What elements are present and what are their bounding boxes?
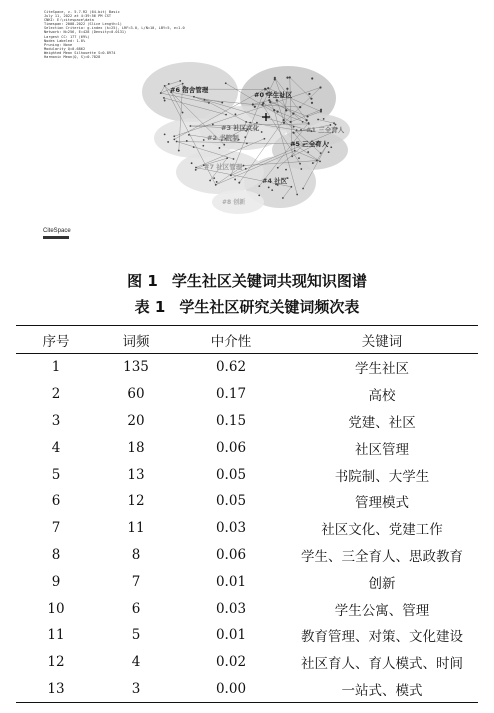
network-node [302, 121, 304, 123]
network-node [258, 185, 260, 187]
cell-index: 6 [51, 493, 61, 510]
network-node [202, 145, 204, 147]
network-node [294, 150, 296, 152]
network-node [282, 197, 284, 199]
network-node [283, 119, 285, 121]
network-node [300, 129, 302, 131]
network-node [204, 99, 206, 101]
network-node [193, 146, 195, 148]
cell-frequency: 3 [96, 676, 176, 703]
table-row [16, 622, 478, 649]
table-number: 表 1 [134, 298, 166, 316]
network-node [298, 157, 300, 159]
cluster-label: #2 书院制 [207, 134, 239, 142]
table-row [16, 676, 478, 703]
network-node [245, 121, 247, 123]
cell-keywords: 高校 [368, 388, 396, 405]
cell-index: 8 [51, 546, 61, 563]
network-node [258, 194, 260, 196]
cell-keywords: 创新 [368, 575, 396, 592]
cell-index: 12 [47, 654, 65, 671]
cell-centrality: 0.01 [215, 627, 247, 644]
network-node [311, 77, 313, 79]
network-node [215, 184, 217, 186]
network-node [319, 86, 321, 88]
table-caption [0, 296, 494, 317]
network-node [277, 167, 279, 169]
network-node [271, 189, 273, 191]
network-node [274, 77, 276, 79]
table-title: 学生社区研究关键词频次表 [179, 298, 360, 316]
table-row [16, 381, 478, 408]
keyword-frequency-table [16, 325, 478, 703]
network-node [188, 134, 190, 136]
cell-centrality: 0.05 [215, 493, 247, 510]
cell-keywords: 管理模式 [355, 495, 409, 512]
network-node [163, 97, 165, 99]
table-row [16, 408, 478, 435]
network-node [209, 180, 211, 182]
network-node [173, 138, 175, 140]
network-node [328, 151, 330, 153]
network-node [246, 142, 248, 144]
network-node [330, 146, 332, 148]
cluster-label: #7 社区管理 [204, 163, 243, 171]
cell-centrality: 0.03 [215, 600, 247, 617]
cell-index: 7 [51, 520, 61, 537]
network-node [234, 179, 236, 181]
network-node [178, 150, 180, 152]
network-node [296, 129, 298, 131]
cell-centrality: 0.15 [215, 412, 247, 429]
cell-index: 10 [47, 600, 65, 617]
cell-index: 9 [51, 573, 61, 590]
network-node [323, 118, 325, 120]
table-row [16, 515, 478, 542]
cell-keywords: 学生公寓、管理 [334, 602, 430, 619]
network-node [283, 122, 285, 124]
cluster-label: #8 创新 [222, 199, 246, 206]
network-node [320, 152, 322, 154]
header-frequency: 词频 [96, 326, 176, 354]
network-node [264, 88, 266, 90]
cell-frequency: 135 [123, 359, 149, 376]
network-node [333, 122, 335, 124]
cluster-label: #0 学生社区 [254, 91, 293, 99]
network-node [263, 138, 265, 140]
network-node [299, 106, 301, 108]
cell-keywords: 社区文化、党建工作 [321, 522, 443, 539]
cell-frequency: 7 [131, 573, 141, 590]
network-node [223, 144, 225, 146]
network-node [306, 119, 308, 121]
cell-frequency: 5 [131, 627, 141, 644]
cell-frequency: 6 [131, 600, 141, 617]
network-node [233, 158, 235, 160]
cell-frequency: 11 [127, 520, 145, 537]
network-node [182, 112, 184, 114]
network-node [317, 119, 319, 121]
network-node [243, 165, 245, 167]
network-node [300, 168, 302, 170]
network-node [167, 141, 169, 143]
header-centrality: 中介性 [176, 326, 286, 354]
cell-keywords: 书院制、大学生 [334, 468, 430, 485]
network-node [312, 162, 314, 164]
network-graph [0, 0, 494, 262]
cell-keywords: 教育管理、对策、文化建设 [301, 629, 463, 646]
citespace-logo: CiteSpace [43, 228, 71, 234]
network-node [160, 92, 162, 94]
cell-centrality: 0.17 [215, 386, 247, 403]
network-node [306, 115, 308, 117]
network-node [164, 133, 166, 135]
cell-keywords: 党建、社区 [348, 414, 416, 431]
figure-caption [0, 270, 494, 291]
network-node [292, 132, 294, 134]
network-node [319, 160, 321, 162]
cell-frequency: 13 [127, 466, 145, 483]
header-keywords: 关键词 [286, 326, 478, 354]
network-node [176, 141, 178, 143]
table-row [16, 595, 478, 622]
cell-index: 11 [47, 627, 65, 644]
network-node [289, 76, 291, 78]
cluster-hull-7 [176, 150, 264, 194]
network-node [221, 102, 223, 104]
network-node [245, 168, 247, 170]
network-node [290, 186, 292, 188]
network-node [308, 123, 310, 125]
cell-index: 1 [51, 359, 61, 376]
network-node [230, 174, 232, 176]
network-node [311, 102, 313, 104]
table-body [16, 354, 478, 703]
network-node [254, 106, 256, 108]
network-node [164, 85, 166, 87]
cell-centrality: 0.02 [215, 654, 247, 671]
cell-index: 13 [16, 676, 96, 703]
network-node [307, 151, 309, 153]
network-node [302, 188, 304, 190]
network-node [285, 109, 287, 111]
network-node [262, 102, 264, 104]
cell-frequency: 18 [127, 439, 145, 456]
cell-index: 3 [51, 412, 61, 429]
cell-frequency: 60 [127, 386, 145, 403]
network-node [225, 82, 227, 84]
cell-frequency: 8 [131, 546, 141, 563]
cell-frequency: 12 [127, 493, 145, 510]
network-node [203, 139, 205, 141]
cluster-label: #3 社区文化 [221, 124, 260, 132]
network-node [226, 157, 228, 159]
network-node [208, 102, 210, 104]
network-node [252, 103, 254, 105]
network-node [296, 194, 298, 196]
table-row [16, 354, 478, 381]
cell-frequency: 4 [131, 654, 141, 671]
network-node [286, 76, 288, 78]
network-node [276, 111, 278, 113]
keyword-cooccurrence-map [0, 0, 494, 262]
network-node [216, 181, 218, 183]
network-node [193, 96, 195, 98]
table-row [16, 434, 478, 461]
network-node [299, 163, 301, 165]
cell-frequency: 20 [127, 412, 145, 429]
cluster-label: #4 社区 [262, 177, 288, 185]
figure-title: 学生社区关键词共现知识图谱 [171, 272, 367, 290]
network-node [235, 113, 237, 115]
cell-centrality: 0.03 [215, 520, 247, 537]
network-node [268, 99, 270, 101]
cell-keywords: 一站式、模式 [286, 676, 478, 703]
network-node [286, 88, 288, 90]
network-node [291, 155, 293, 157]
network-node [292, 113, 294, 115]
table-row [16, 649, 478, 676]
network-node [308, 93, 310, 95]
table-row [16, 488, 478, 515]
network-node [225, 114, 227, 116]
figure-number: 图 1 [127, 272, 158, 290]
cell-keywords: 学生社区 [355, 361, 409, 378]
network-node [261, 131, 263, 133]
network-node [189, 125, 191, 127]
network-node [293, 126, 295, 128]
cluster-label: #6 宿舍管理 [170, 86, 209, 94]
network-node [310, 98, 312, 100]
network-node [290, 121, 292, 123]
network-node [316, 160, 318, 162]
cell-centrality: 0.01 [215, 573, 247, 590]
network-node [320, 110, 322, 112]
cell-centrality: 0.06 [215, 546, 247, 563]
cell-centrality: 0.06 [215, 439, 247, 456]
cell-index: 2 [51, 386, 61, 403]
cell-keywords: 学生、三全育人、思政教育 [301, 548, 463, 565]
network-node [191, 162, 193, 164]
network-node [219, 147, 221, 149]
network-node [182, 83, 184, 85]
cell-index: 4 [51, 439, 61, 456]
cell-centrality: 0.05 [215, 466, 247, 483]
citespace-meta-text: CiteSpace, v. 5.7.R2 (64-bit) Basic July 11, 2022 at 4:39:56 PM CST CNKI: E:\citespace\data Timespan: 2008-2022 (Slice Length=1) Selection Criteria: g-index (k=25), LRF=3.0, L/N=10, LBY=5, e=1.0 Network: N=256, E=428 (Density=0.0131) Largest CC: 177 (69%) Nodes Labeled: 1.0% Pruning: None Modularity Q=0.6862 Weighted Mean Silhouette S=0.8974 Harmonic Mean(Q, S)=0.7828 [44, 10, 185, 60]
network-node [244, 136, 246, 138]
table-row [16, 542, 478, 569]
network-node [168, 83, 170, 85]
network-node [173, 135, 175, 137]
table-row [16, 568, 478, 595]
table-row [16, 461, 478, 488]
network-node [179, 80, 181, 82]
network-node [267, 87, 269, 89]
network-node [195, 169, 197, 171]
network-node [285, 169, 287, 171]
network-node [213, 177, 215, 179]
network-node [164, 100, 166, 102]
logo-underline [43, 236, 69, 239]
cluster-label: #1 三全育人 [306, 126, 345, 134]
cell-keywords: 社区管理 [355, 441, 409, 458]
network-node [186, 140, 188, 142]
network-node [195, 167, 197, 169]
cell-centrality: 0.00 [176, 676, 286, 703]
header-index: 序号 [16, 326, 96, 354]
network-node [276, 99, 278, 101]
cluster-label: #5 三全育人 [290, 140, 329, 148]
network-node [212, 124, 214, 126]
cell-keywords: 社区育人、育人模式、时间 [301, 656, 463, 673]
network-node [273, 109, 275, 111]
network-node [238, 182, 240, 184]
cell-index: 5 [51, 466, 61, 483]
table-header-row [16, 326, 478, 354]
cell-centrality: 0.62 [215, 359, 247, 376]
network-node [268, 187, 270, 189]
